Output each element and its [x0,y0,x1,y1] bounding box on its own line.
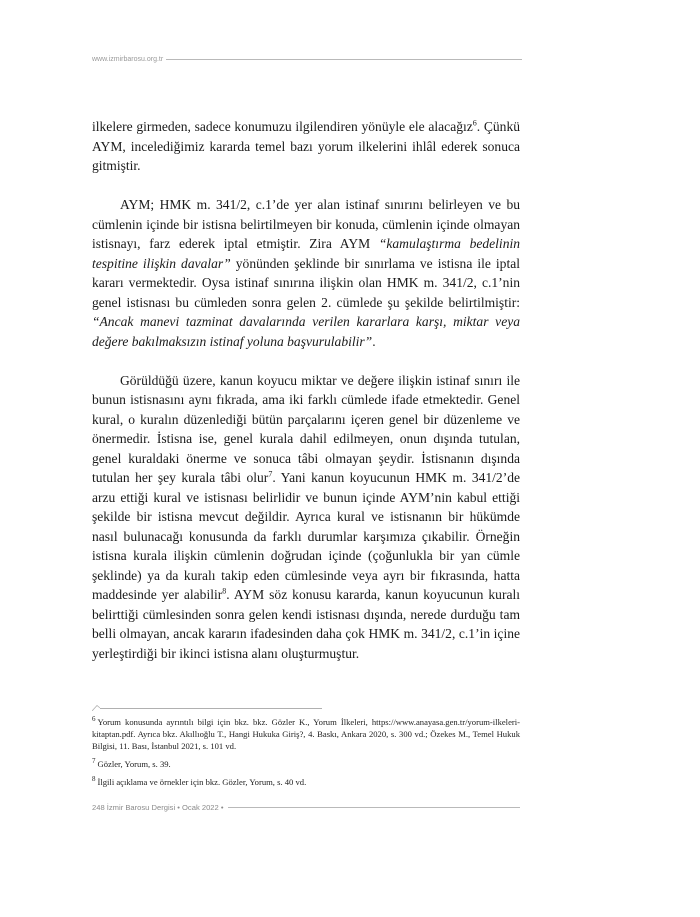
footnote-ref: 8 [222,586,227,596]
paragraph: AYM; HMK m. 341/2, c.1’de yer alan istinaf sınırını belirleyen ve bu cümlenin içinde bir istisna belirtilmeyen bir konuda, cümlenin içinde olmayan istisnayı, farz ederek iptal etmiştir. Zira AYM “kamulaştırma bedelinin tespitine ilişkin davalar” yönünden şeklinde bir sınırlama ve istisna ile iptal kararı vermektedir. Oysa istinaf sınırına ilişkin olan HMK m. 341/2, c.1’nin genel istisnası bu cümleden sonra gelen 2. cümlede şu şekilde belirtilmiştir: “Ancak manevi tazminat davalarında verilen kararlara karşı, miktar veya değere bakılmaksızın istinaf yoluna başvurulabilir”. [92,197,521,349]
footnotes [92,716,520,794]
footnote-ref: 7 [268,469,273,479]
running-footer [92,800,520,814]
main-text [92,117,520,663]
footnote-divider [92,705,322,711]
footer-text: 248 İzmir Barosu Dergisi • Ocak 2022 • [92,802,224,812]
footnote: $^7$ Gözler, Yorum, s. 39. [92,757,171,769]
footnote: $^6$ Yorum konusunda ayrıntılı bilgi için bkz. bkz. Gözler K., Yorum İlkeleri, https://www.anayasa.gen.tr/yorum-ilkeleri-kitaptan.pdf. Ayrıca bkz. Akıllıoğlu T., Hangi Hukuka Giriş?, 4. Baskı, Ankara 2020, s. 300 vd.; Özekes M., Temel Hukuk Bilgisi, 11. Bası, İstanbul 2021, s. 101 vd. [92,715,520,751]
footnote-ref: 6 [472,118,477,128]
header-rule [166,59,522,60]
header-url: www.izmirbarosu.org.tr [92,55,164,63]
quoted-text: “Ancak manevi tazminat davalarında verilen kararlara karşı, miktar veya değere bakılmaksızın istinaf yoluna başvurulabilir” [92,314,520,349]
footnote: $^8$ İlgili açıklama ve örnekler için bkz. Gözler, Yorum, s. 40 vd. [92,775,307,787]
running-header [92,52,522,66]
footer-rule [228,807,520,808]
paragraph: Görüldüğü üzere, kanun koyucu miktar ve değere ilişkin istinaf sınırı ile bunun istisnasını aynı fıkrada, ama iki farklı cümlede ifade etmektedir. Genel kural, o kuralın düzenlediği bütün parçalarını içeren genel bir düzenleme ve önermedir. İstisna ise, genel kurala dahil edilmeyen, onun dışında tutulan, genel kuraldaki önerme ve sonuca tâbi olmayan şeydir. İstisnanın dışında tutulan her şey kurala tâbi olur$^7$. Yani kanun koyucunun HMK m. 341/2’de arzu ettiği kural ve istisnası belirlidir ve bunun içinde AYM’nin kabul ettiği şekilde bir istisna mevcut değildir. Ayrıca kural ve istisnanın bir hükümde nasıl bulunacağı konusunda da farklı durumlar karşımıza çıkabilir. Örneğin istisna kurala ilişkin cümlenin doğrudan içinde (çoğunlukla bir yan cümle şeklinde) ya da kuralı takip eden cümlesinde veya ayrı bir fıkrasında, hatta maddesinde yer alabilir$^8$. AYM söz konusu kararda, kanun koyucunun kuralı belirttiği cümlesinden sonra gelen kendi istisnası dışında, nerede durduğu tam belli olmayan, ancak kararın ifadesinden daha çok HMK m. 341/2, c.1’in içine yerleştirdiği bir ikinci istisna alanı oluşturmuştur. [92,372,520,661]
quoted-text: “kamulaştırma bedelinin tespitine ilişkin davalar” [92,236,521,271]
paragraph: ilkelere girmeden, sadece konumuzu ilgilendiren yönüyle ele alacağız$^6$. Çünkü AYM, incelediğimiz kararda temel bazı yorum ilkelerini ihlâl ederek sonuca gitmiştir. [92,118,521,173]
